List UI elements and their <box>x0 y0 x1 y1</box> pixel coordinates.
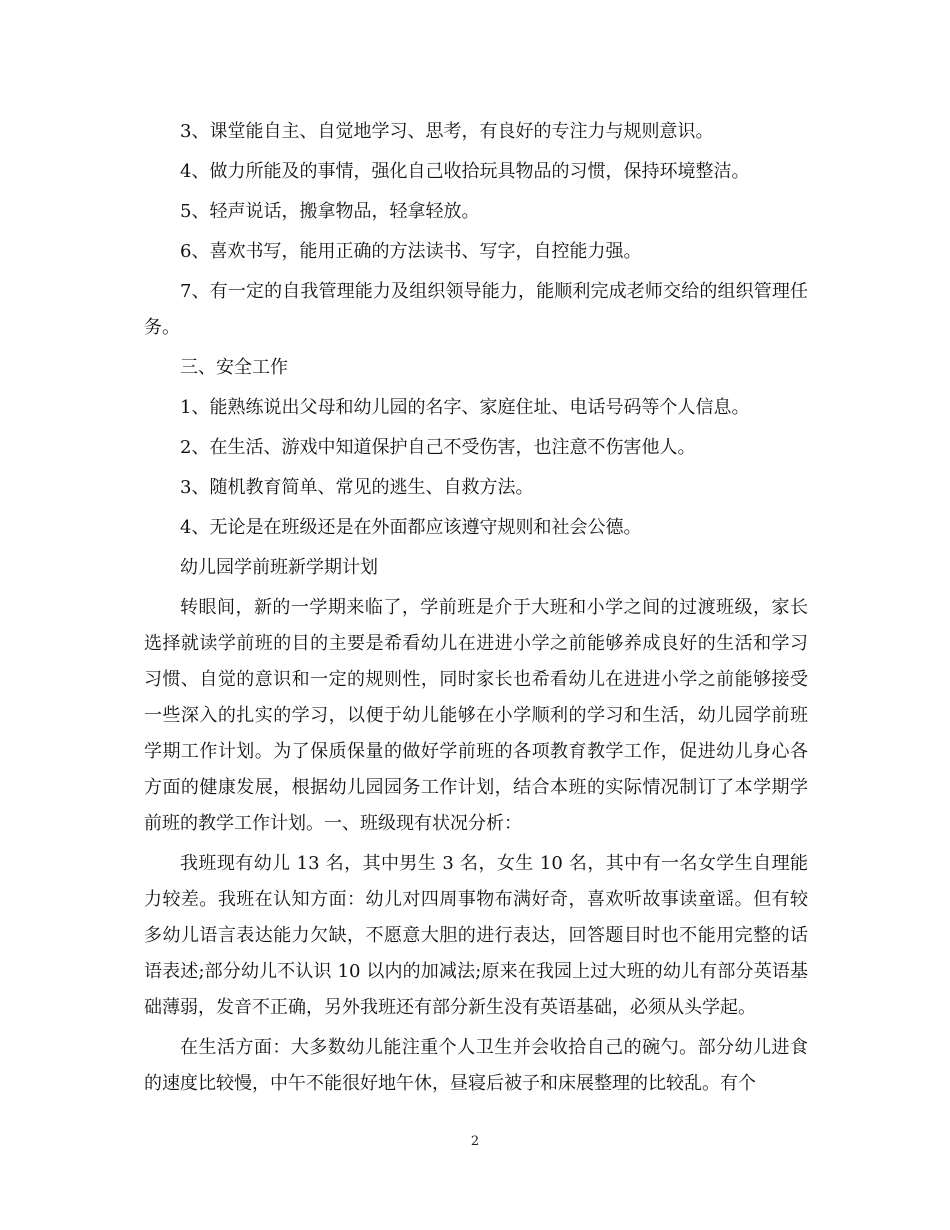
list-item: 4、无论是在班级还是在外面都应该遵守规则和社会公德。 <box>180 517 642 538</box>
document-subtitle: 幼儿园学前班新学期计划 <box>180 557 378 578</box>
list-item: 7、有一定的自我管理能力及组织领导能力，能顺利完成老师交给的组织管理任务。 <box>144 281 808 338</box>
list-item: 3、课堂能自主、自觉地学习、思考，有良好的专注力与规则意识。 <box>180 121 714 142</box>
body-paragraph: 转眼间，新的一学期来临了，学前班是介于大班和小学之间的过渡班级，家长选择就读学前班的目的主要是希看幼儿在进进小学之前能够养成良好的生活和学习习惯、自觉的意识和一定的规则性，同时家长也希看幼儿在进进小学之前能够接受一些深入的扎实的学习，以便于幼儿能够在小学顺利的学习和生活，幼儿园学前班学期工作计划。为了保质保量的做好学前班的各项教育教学工作，促进幼儿身心各方面的健康发展，根据幼儿园园务工作计划，结合本班的实际情况制订了本学期学前班的教学工作计划。一、班级现有状况分析： <box>144 597 808 834</box>
list-item: 5、轻声说话，搬拿物品，轻拿轻放。 <box>180 201 480 222</box>
page-number: 2 <box>470 1134 480 1149</box>
list-item: 3、随机教育简单、常见的逃生、自救方法。 <box>180 477 534 498</box>
section-heading: 三、安全工作 <box>180 357 288 378</box>
body-paragraph: 我班现有幼儿 13 名，其中男生 3 名，女生 10 名，其中有一名女学生自理能力较差。我班在认知方面：幼儿对四周事物布满好奇，喜欢听故事读童谣。但有较多幼儿语言表达能力欠缺，不愿意大胆的进行表达，回答题目时也不能用完整的话语表述;部分幼儿不认识 10 以内的加减法;原来在我园上过大班的幼儿有部分英语基础薄弱，发音不正确，另外我班还有部分新生没有英语基础，必须从头学起。 <box>144 853 808 1018</box>
list-item: 2、在生活、游戏中知道保护自己不受伤害，也注意不伤害他人。 <box>180 437 696 458</box>
list-item: 6、喜欢书写，能用正确的方法读书、写字，自控能力强。 <box>180 241 642 262</box>
document-body <box>144 114 808 1102</box>
list-item: 1、能熟练说出父母和幼儿园的名字、家庭住址、电话号码等个人信息。 <box>180 397 750 418</box>
body-paragraph: 在生活方面：大多数幼儿能注重个人卫生并会收拾自己的碗勺。部分幼儿进食的速度比较慢，中午不能很好地午休，昼寝后被子和床展整理的比较乱。有个 <box>144 1037 808 1094</box>
list-item: 4、做力所能及的事情，强化自己收拾玩具物品的习惯，保持环境整洁。 <box>180 161 750 182</box>
